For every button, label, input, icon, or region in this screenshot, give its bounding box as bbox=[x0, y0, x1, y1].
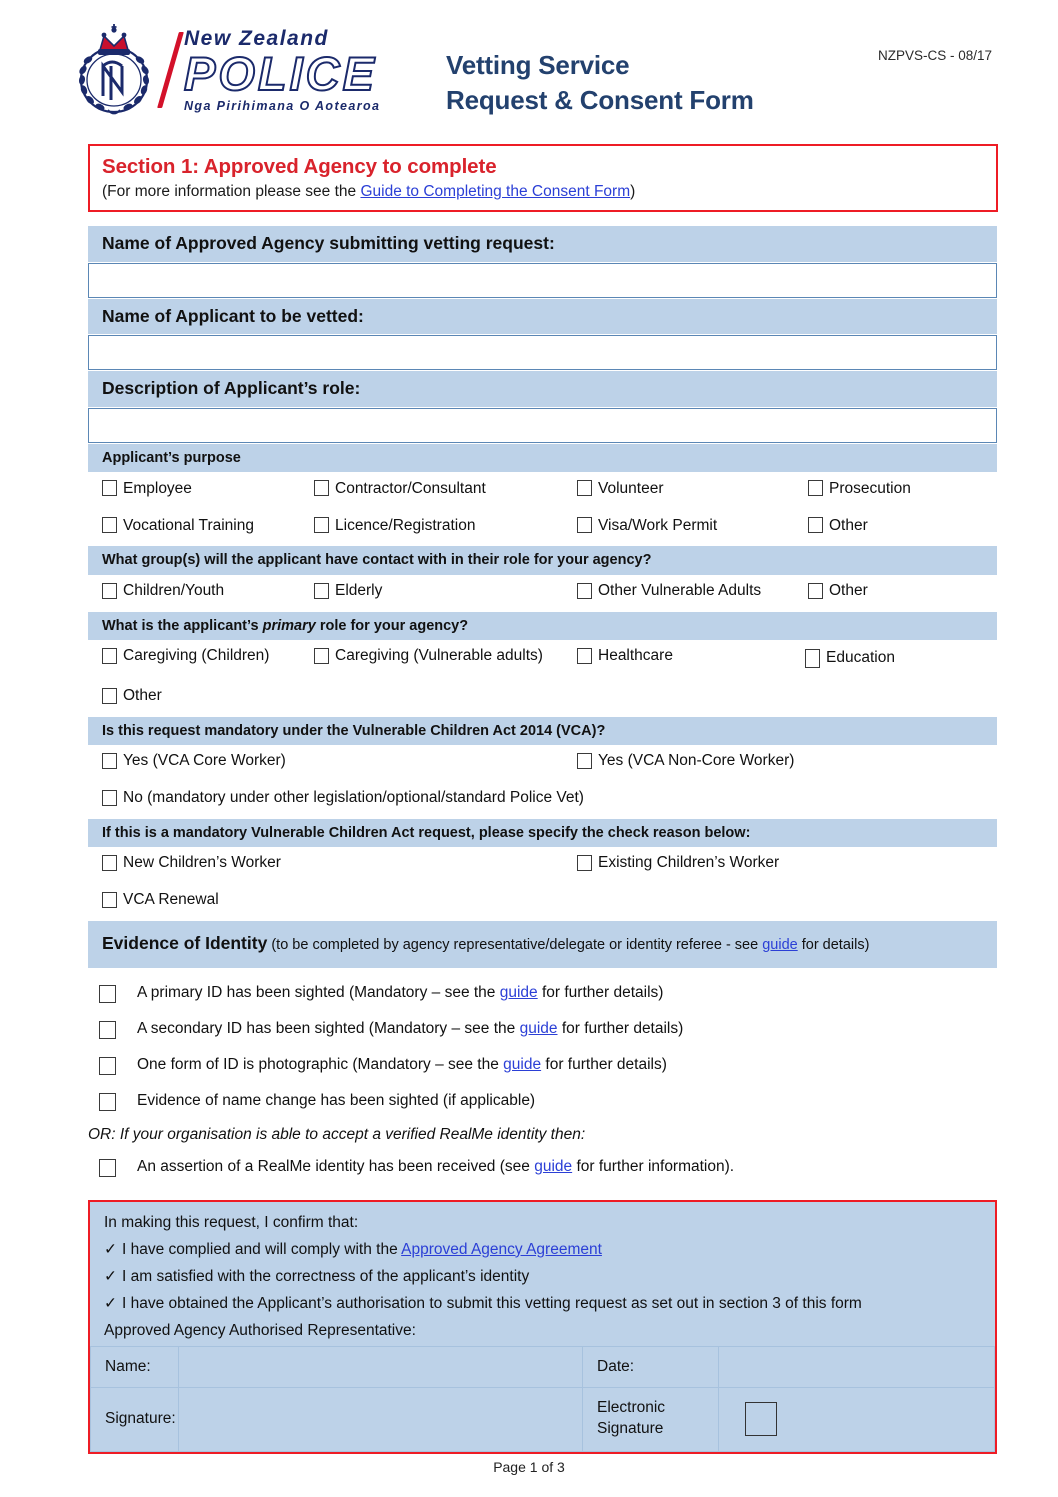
checkbox-box-icon bbox=[102, 790, 117, 806]
checkbox-vca-renewal[interactable] bbox=[102, 892, 219, 908]
checkbox-label: Other bbox=[123, 686, 162, 704]
checkbox-vca-no-mandatory[interactable] bbox=[102, 790, 584, 806]
checkbox-box-icon bbox=[314, 648, 329, 664]
checkbox-caregiving-children[interactable] bbox=[102, 648, 269, 664]
evidence-item-secondary-id bbox=[88, 1014, 997, 1050]
checkbox-licence-registration[interactable] bbox=[314, 517, 475, 533]
signature-table bbox=[90, 1346, 995, 1452]
evidence-item-text bbox=[137, 1158, 734, 1176]
electronic-signature-cell bbox=[719, 1387, 995, 1451]
evidence-text-pre: An assertion of a RealMe identity has been received (see bbox=[137, 1157, 535, 1175]
page-header bbox=[0, 0, 1058, 130]
evidence-text-post: for further details) bbox=[537, 983, 664, 1001]
form-title-line1: Vetting Service bbox=[446, 50, 630, 80]
section1-banner bbox=[88, 144, 998, 212]
checkbox-contact-other[interactable] bbox=[808, 583, 868, 599]
checkbox-box-icon bbox=[805, 649, 820, 668]
evidence-realme-or-text: OR: If your organisation is able to accept a verified RealMe identity then: bbox=[88, 1125, 586, 1143]
table-row bbox=[91, 1346, 995, 1387]
declaration-item-1 bbox=[90, 1236, 995, 1263]
checkbox-box-icon bbox=[102, 892, 117, 908]
checkbox-box-icon bbox=[102, 753, 117, 769]
checkbox-label: Children/Youth bbox=[123, 581, 225, 599]
evidence-text-post: for further details) bbox=[557, 1019, 684, 1037]
checkbox-label: New Children’s Worker bbox=[123, 854, 281, 872]
checkbox-volunteer[interactable] bbox=[577, 480, 664, 496]
checkbox-label: Visa/Work Permit bbox=[598, 516, 718, 534]
checkbox-box-icon bbox=[808, 583, 823, 599]
checkbox-label: Other Vulnerable Adults bbox=[598, 581, 762, 599]
checkbox-contractor-consultant[interactable] bbox=[314, 480, 486, 496]
checkbox-box-icon bbox=[314, 583, 329, 599]
checkbox-name-change-evidence[interactable] bbox=[99, 1093, 116, 1111]
primary-role-heading-post: role for your agency? bbox=[315, 617, 469, 634]
nz-police-logo bbox=[70, 22, 390, 118]
checkbox-box-icon bbox=[102, 480, 117, 496]
police-crest-icon bbox=[70, 22, 158, 118]
checkbox-box-icon bbox=[577, 517, 592, 533]
checkbox-healthcare[interactable] bbox=[577, 648, 673, 664]
evidence-heading-bold: Evidence of Identity bbox=[102, 932, 268, 953]
contact-groups-row bbox=[88, 575, 997, 612]
checkbox-primary-id-sighted[interactable] bbox=[99, 985, 116, 1003]
signature-input[interactable] bbox=[179, 1387, 583, 1451]
applicant-name-label: Name of Applicant to be vetted: bbox=[88, 299, 997, 335]
primary-role-heading-pre: What is the applicant’s bbox=[102, 617, 263, 634]
evidence-item-primary-id bbox=[88, 978, 997, 1014]
checkbox-electronic-signature[interactable] bbox=[745, 1402, 777, 1436]
applicant-name-input[interactable] bbox=[88, 335, 997, 370]
section1-title: Section 1: Approved Agency to complete bbox=[102, 155, 497, 178]
checkbox-vca-core-worker[interactable] bbox=[102, 753, 286, 769]
checkbox-box-icon bbox=[102, 583, 117, 599]
spacer bbox=[88, 968, 997, 978]
primary-role-row-1 bbox=[88, 640, 997, 680]
checkbox-label: Education bbox=[826, 649, 895, 667]
evidence-text-post: for further information). bbox=[572, 1157, 735, 1175]
checkbox-primary-role-other[interactable] bbox=[102, 688, 162, 704]
applicant-role-label: Description of Applicant’s role: bbox=[88, 371, 997, 407]
checkbox-label: Yes (VCA Core Worker) bbox=[123, 752, 286, 769]
checkbox-label: Licence/Registration bbox=[335, 516, 476, 534]
checkbox-new-childrens-worker[interactable] bbox=[102, 855, 281, 871]
wordmark-police: POLICE bbox=[184, 46, 377, 100]
declaration-item-3 bbox=[90, 1290, 995, 1317]
evidence-text-pre: A secondary ID has been sighted (Mandatory – see the bbox=[137, 1019, 520, 1037]
evidence-text-pre: One form of ID is photographic (Mandatory – see the bbox=[137, 1055, 504, 1073]
checkbox-employee[interactable] bbox=[102, 480, 192, 496]
evidence-item-text bbox=[137, 1056, 667, 1074]
evidence-heading-pre: (to be completed by agency representative/delegate or identity referee - see bbox=[267, 936, 763, 953]
evidence-item-text: Evidence of name change has been sighted (if applicable) bbox=[137, 1091, 536, 1109]
vca-mandatory-row-2 bbox=[88, 782, 997, 819]
checkbox-label: VCA Renewal bbox=[123, 891, 219, 909]
checkbox-label: Caregiving (Children) bbox=[123, 646, 270, 664]
check-tick-icon: ✓ bbox=[104, 1267, 117, 1285]
purpose-heading: Applicant’s purpose bbox=[88, 444, 997, 472]
checkbox-label: Caregiving (Vulnerable adults) bbox=[335, 646, 543, 664]
checkbox-caregiving-vulnerable-adults[interactable] bbox=[314, 648, 543, 664]
checkbox-prosecution[interactable] bbox=[808, 480, 911, 496]
checkbox-box-icon bbox=[102, 855, 117, 871]
date-label: Date: bbox=[583, 1346, 719, 1387]
guide-link[interactable]: guide bbox=[534, 1157, 573, 1175]
declaration-item-text: I have obtained the Applicant’s authorisation to submit this vetting request as set out in section 3 of this form bbox=[122, 1294, 862, 1312]
name-input[interactable] bbox=[179, 1346, 583, 1387]
vca-mandatory-row-1 bbox=[88, 745, 997, 782]
date-input[interactable] bbox=[719, 1346, 995, 1387]
evidence-item-realme bbox=[88, 1152, 997, 1188]
section1-subtitle bbox=[102, 183, 984, 201]
form-title-line2: Request & Consent Form bbox=[446, 84, 754, 115]
checkbox-label: Employee bbox=[123, 479, 192, 497]
checkbox-box-icon bbox=[808, 517, 823, 533]
form-content bbox=[88, 226, 997, 1188]
primary-role-heading bbox=[88, 612, 997, 640]
checkbox-purpose-other[interactable] bbox=[808, 517, 868, 533]
declaration-item-2 bbox=[90, 1263, 995, 1290]
checkbox-label: Elderly bbox=[335, 581, 383, 599]
evidence-text-post: for further details) bbox=[541, 1055, 667, 1073]
guide-link[interactable]: guide bbox=[499, 983, 538, 1001]
police-wordmark bbox=[184, 28, 380, 113]
checkbox-label: Healthcare bbox=[598, 646, 673, 664]
checkbox-box-icon bbox=[314, 480, 329, 496]
wordmark-new-zealand: New Zealand bbox=[184, 26, 329, 50]
evidence-item-text bbox=[137, 984, 663, 1002]
esig-label-line1: Electronic bbox=[597, 1399, 666, 1417]
checkbox-photographic-id[interactable] bbox=[99, 1057, 116, 1075]
page-footer: Page 1 of 3 bbox=[493, 1459, 565, 1475]
checkbox-vocational-training[interactable] bbox=[102, 517, 254, 533]
checkbox-label: No (mandatory under other legislation/optional/standard Police Vet) bbox=[123, 789, 584, 806]
checkbox-realme-assertion[interactable] bbox=[99, 1159, 116, 1177]
checkbox-label: Contractor/Consultant bbox=[335, 479, 486, 497]
guide-to-completing-link[interactable]: Guide to Completing the Consent Form bbox=[360, 182, 631, 200]
primary-role-heading-emphasis: primary bbox=[262, 617, 316, 634]
authorised-representative-label: Approved Agency Authorised Representative: bbox=[104, 1321, 416, 1339]
checkbox-label: Yes (VCA Non-Core Worker) bbox=[598, 752, 795, 769]
purpose-row-2 bbox=[88, 509, 997, 546]
electronic-signature-label bbox=[583, 1387, 719, 1451]
checkbox-education[interactable] bbox=[805, 649, 895, 668]
checkbox-box-icon bbox=[808, 480, 823, 496]
checkbox-box-icon bbox=[577, 753, 592, 769]
check-tick-icon: ✓ bbox=[104, 1240, 117, 1258]
checkbox-label: Existing Children’s Worker bbox=[598, 854, 780, 872]
esig-label-line2: Signature bbox=[597, 1420, 664, 1438]
checkbox-label: Prosecution bbox=[829, 479, 911, 497]
vca-reason-row-2 bbox=[88, 884, 997, 921]
guide-link[interactable]: guide bbox=[503, 1055, 542, 1073]
evidence-item-name-change bbox=[88, 1086, 997, 1122]
checkbox-label: Volunteer bbox=[598, 479, 664, 497]
approved-agency-agreement-link[interactable]: Approved Agency Agreement bbox=[401, 1240, 602, 1258]
checkbox-children-youth[interactable] bbox=[102, 583, 224, 599]
purpose-row-1 bbox=[88, 472, 997, 509]
checkbox-label: Vocational Training bbox=[123, 516, 254, 534]
declaration-item-text: I am satisfied with the correctness of the applicant’s identity bbox=[122, 1267, 530, 1285]
evidence-heading-post: for details) bbox=[797, 936, 870, 953]
declaration-intro: In making this request, I confirm that: bbox=[104, 1213, 359, 1231]
checkbox-box-icon bbox=[314, 517, 329, 533]
checkbox-elderly[interactable] bbox=[314, 583, 382, 599]
checkbox-box-icon bbox=[102, 688, 117, 704]
declaration-statements bbox=[90, 1202, 995, 1344]
evidence-of-identity-heading bbox=[88, 921, 997, 968]
checkbox-box-icon bbox=[577, 855, 592, 871]
checkbox-box-icon bbox=[577, 648, 592, 664]
checkbox-vca-non-core-worker[interactable] bbox=[577, 753, 794, 769]
primary-role-row-2 bbox=[88, 680, 997, 717]
vca-reason-heading: If this is a mandatory Vulnerable Children Act request, please specify the check reason below: bbox=[88, 819, 997, 847]
evidence-item-text bbox=[137, 1020, 683, 1038]
checkbox-box-icon bbox=[102, 648, 117, 664]
vca-reason-row-1 bbox=[88, 847, 997, 884]
checkbox-box-icon bbox=[577, 583, 592, 599]
vca-mandatory-heading: Is this request mandatory under the Vulnerable Children Act 2014 (VCA)? bbox=[88, 717, 997, 745]
declaration-box bbox=[88, 1200, 997, 1454]
agency-name-label: Name of Approved Agency submitting vetting request: bbox=[88, 226, 997, 262]
evidence-guide-link[interactable]: guide bbox=[762, 936, 798, 953]
checkbox-existing-childrens-worker[interactable] bbox=[577, 855, 779, 871]
checkbox-label: Other bbox=[829, 581, 868, 599]
checkbox-secondary-id-sighted[interactable] bbox=[99, 1021, 116, 1039]
guide-link[interactable]: guide bbox=[519, 1019, 558, 1037]
table-row bbox=[91, 1387, 995, 1451]
check-tick-icon: ✓ bbox=[104, 1294, 117, 1312]
red-slash-divider bbox=[162, 30, 178, 110]
document-reference: NZPVS-CS - 08/17 bbox=[877, 48, 992, 63]
wordmark-maori: Nga Pirihimana O Aotearoa bbox=[184, 98, 381, 113]
checkbox-visa-work-permit[interactable] bbox=[577, 517, 717, 533]
signature-label: Signature: bbox=[91, 1387, 179, 1451]
agency-name-input[interactable] bbox=[88, 263, 997, 298]
checkbox-other-vulnerable-adults[interactable] bbox=[577, 583, 761, 599]
evidence-item-photographic-id bbox=[88, 1050, 997, 1086]
section1-subtitle-suffix: ) bbox=[630, 182, 636, 200]
evidence-text-pre: A primary ID has been sighted (Mandatory – see the bbox=[137, 983, 500, 1001]
section1-subtitle-prefix: (For more information please see the bbox=[102, 182, 361, 200]
declaration-item-text: I have complied and will comply with the bbox=[122, 1240, 402, 1258]
contact-groups-heading: What group(s) will the applicant have contact with in their role for your agency? bbox=[88, 546, 997, 574]
checkbox-label: Other bbox=[829, 516, 868, 534]
name-label: Name: bbox=[91, 1346, 179, 1387]
checkbox-box-icon bbox=[102, 517, 117, 533]
checkbox-box-icon bbox=[577, 480, 592, 496]
applicant-role-input[interactable] bbox=[88, 408, 997, 443]
form-title-block bbox=[390, 22, 998, 117]
